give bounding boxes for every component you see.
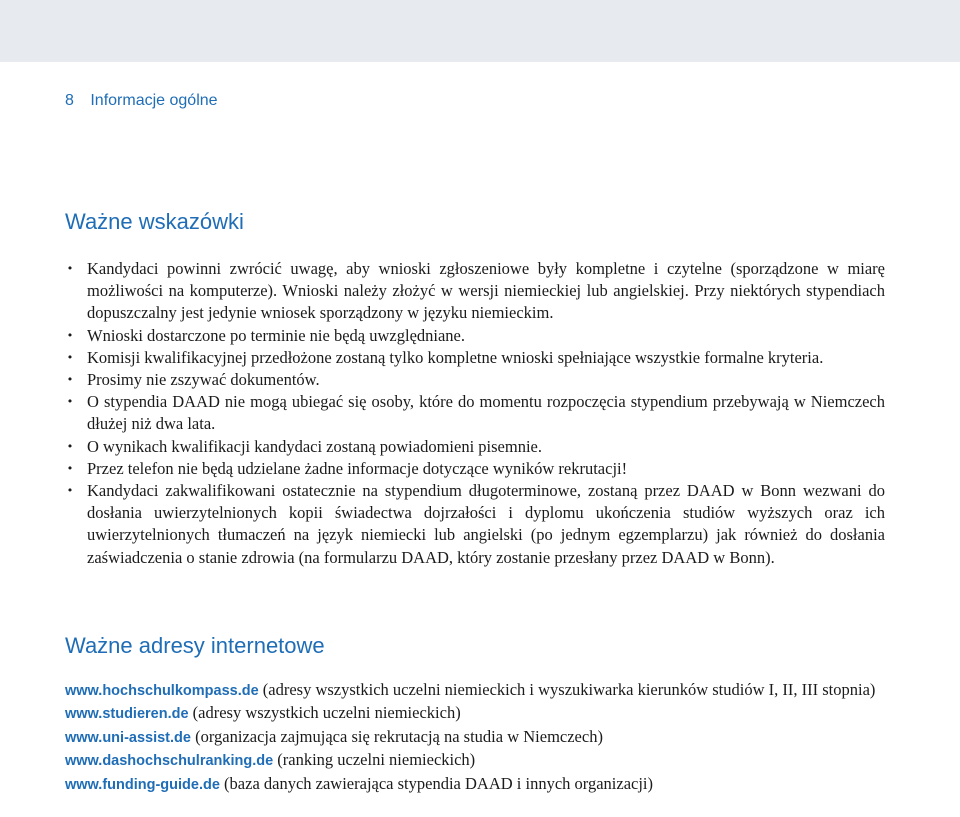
header-title: Informacje ogólne	[90, 92, 218, 109]
bullet-icon: •	[66, 484, 74, 498]
link-funding-guide[interactable]: www.funding-guide.de	[65, 776, 220, 793]
running-header	[65, 92, 218, 110]
list-item	[65, 458, 885, 480]
link-description: (organizacja zajmująca się rekrutacją na studia w Niemczech)	[195, 726, 603, 746]
list-item-text: Wnioski dostarczone po terminie nie będą uwzględniane.	[87, 325, 465, 345]
list-item	[65, 369, 885, 391]
bullet-icon: •	[66, 395, 74, 409]
section-title-web: Ważne adresy internetowe	[65, 633, 325, 658]
link-dashochschulranking[interactable]: www.dashochschulranking.de	[65, 753, 274, 770]
link-row	[65, 749, 885, 772]
link-row	[65, 726, 885, 749]
list-item-text: Kandydaci zakwalifikowani ostatecznie na stypendium długoterminowe, zostaną przez DAAD w Bonn wezwani do dosłania uwierzytelnionych kopii świadectwa dojrzałości i dyplomu ukończenia studiów wyższych oraz ich uwierzytelnionych tłumaczeń na język niemiecki lub angielski (po jednym egzemplarzu) jak również do dosłania zaświadczenia o stanie zdrowia (na formularzu DAAD, który zostanie przesłany przez DAAD w Bonn).	[87, 481, 885, 567]
bullet-icon: •	[66, 328, 74, 342]
list-item-text: O wynikach kwalifikacji kandydaci zostaną powiadomieni pisemnie.	[87, 436, 542, 456]
header-band	[0, 0, 960, 62]
bullet-icon: •	[66, 461, 74, 475]
link-row	[65, 702, 885, 725]
link-uni-assist[interactable]: www.uni-assist.de	[65, 729, 191, 746]
list-item-text: O stypendia DAAD nie mogą ubiegać się osoby, które do momentu rozpoczęcia stypendium przebywają w Niemczech dłużej niż dwa lata.	[87, 392, 885, 434]
link-studieren[interactable]: www.studieren.de	[65, 706, 189, 723]
link-row	[65, 679, 885, 702]
bullet-icon: •	[66, 350, 74, 364]
link-row	[65, 773, 885, 796]
list-item-text: Prosimy nie zszywać dokumentów.	[87, 370, 320, 390]
list-item-text: Komisji kwalifikacyjnej przedłożone zostaną tylko kompletne wnioski spełniające wszystkie formalne kryteria.	[87, 347, 824, 367]
list-item	[65, 258, 885, 325]
link-description: (baza danych zawierająca stypendia DAAD i innych organizacji)	[224, 773, 654, 793]
web-links-list	[65, 679, 885, 796]
link-description: (adresy wszystkich uczelni niemieckich i wyszukiwarka kierunków studiów I, II, III stopnia)	[262, 680, 876, 699]
bullet-icon: •	[66, 262, 74, 275]
page-number: 8	[65, 92, 74, 109]
list-item	[65, 391, 885, 435]
list-item-text: Kandydaci powinni zwrócić uwagę, aby wnioski zgłoszeniowe były kompletne i czytelne (sporządzone w miarę możliwości na komputerze). Wnioski należy złożyć w wersji niemieckiej lub angielskiej. Przy niektórych stypendiach dopuszczalny jest jedynie wniosek sporządzony w języku niemieckim.	[87, 259, 885, 323]
link-hochschulkompass[interactable]: www.hochschulkompass.de	[65, 683, 259, 699]
bullet-icon: •	[66, 373, 74, 387]
list-item	[65, 347, 885, 369]
list-item	[65, 325, 885, 347]
list-item	[65, 436, 885, 458]
bullet-icon: •	[66, 439, 74, 453]
link-description: (ranking uczelni niemieckich)	[277, 750, 476, 770]
section-title-tips: Ważne wskazówki	[65, 209, 244, 234]
list-item	[65, 480, 885, 569]
link-description: (adresy wszystkich uczelni niemieckich)	[192, 703, 461, 723]
tips-list	[65, 258, 885, 569]
list-item-text: Przez telefon nie będą udzielane żadne informacje dotyczące wyników rekrutacji!	[87, 458, 628, 478]
